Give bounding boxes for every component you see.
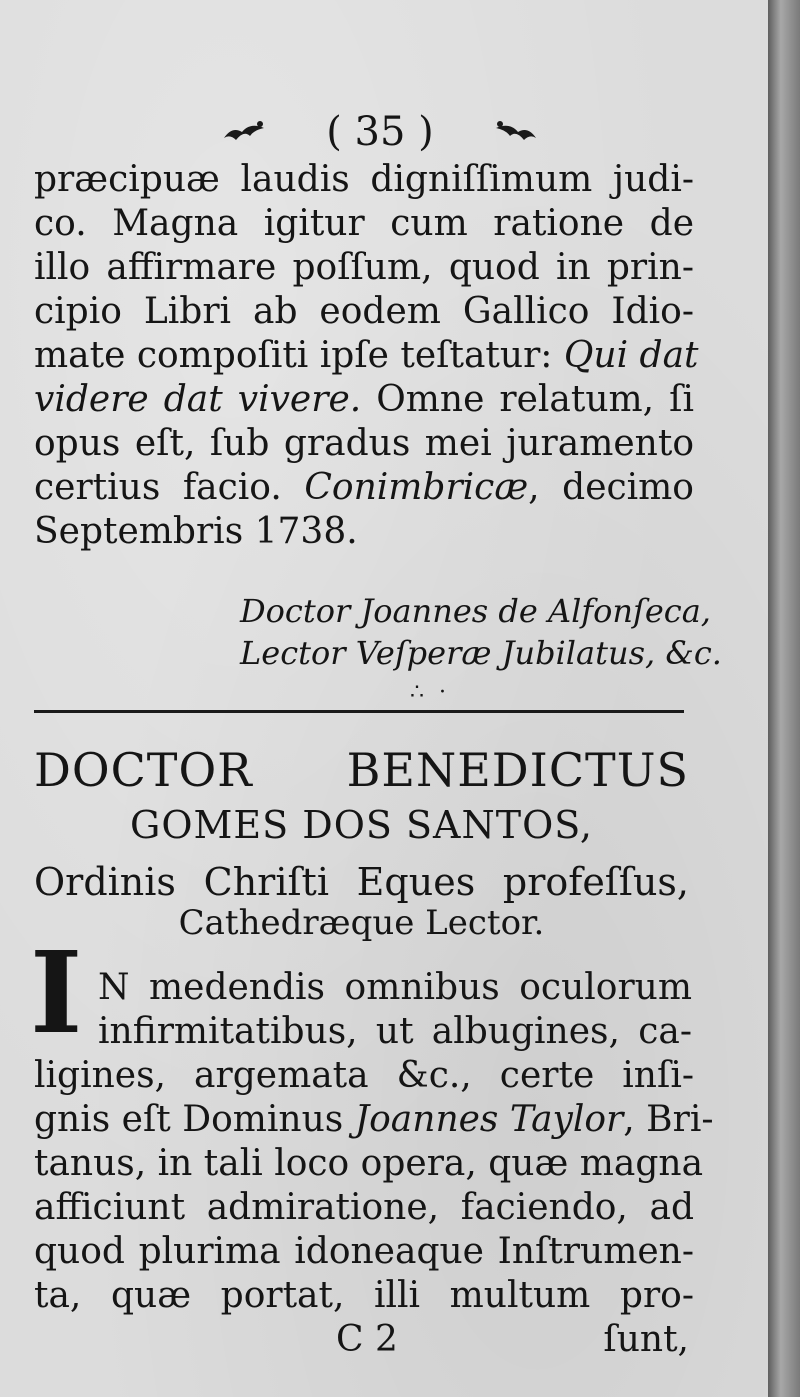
text-line: co. Magna igitur cum ratione de	[34, 203, 694, 244]
body-paragraph-indented	[98, 966, 692, 1054]
author-role: Ordinis Chriſti Eques profeſſus,	[34, 860, 689, 904]
text-segment: , decimo	[528, 467, 694, 508]
signature-mark: C 2	[336, 1319, 398, 1360]
text-line: quod plurima idoneaque Inſtrumen-	[34, 1231, 694, 1272]
italic-quote: Qui dat	[563, 335, 699, 376]
text-line: tanus, in tali loco opera, quæ magna	[34, 1143, 704, 1184]
text-line	[34, 378, 694, 422]
drop-cap: I	[30, 928, 83, 1059]
page-edge-shadow	[768, 0, 800, 1397]
italic-quote: videre dat vivere.	[34, 379, 362, 420]
text-line: præcipuæ laudis digniſſimum judi-	[34, 159, 694, 200]
page-footer	[34, 1316, 689, 1364]
signature-name: Doctor Joannes de Alfonſeca,	[240, 592, 711, 630]
text-segment: , Bri-	[623, 1099, 714, 1140]
right-ornament-icon	[492, 118, 540, 146]
text-line: Septembris 1738.	[34, 511, 358, 552]
page-header	[200, 104, 560, 160]
place-name: Conimbricæ	[304, 467, 529, 508]
text-line: infirmitatibus, ut albugines, ca-	[98, 1011, 692, 1052]
signature-block	[240, 590, 722, 674]
left-ornament-icon	[220, 118, 268, 146]
text-segment: mate compoſiti ipſe teſtatur:	[34, 335, 553, 376]
signature-title: Lector Veſperæ Jubilatus, &c.	[240, 634, 722, 672]
section-divider	[34, 710, 684, 713]
text-line: afficiunt admiratione, faciendo, ad	[34, 1187, 694, 1228]
text-segment: Omne relatum, ſi	[376, 379, 694, 420]
text-line	[34, 334, 699, 378]
text-segment: certius facio.	[34, 467, 282, 508]
text-line: cipio Libri ab eodem Gallico Idio-	[34, 291, 694, 332]
section-subtitle: GOMES DOS SANTOS,	[130, 803, 593, 847]
attestation-paragraph	[34, 158, 699, 554]
text-line	[34, 466, 694, 510]
person-name: Joannes Taylor	[354, 1099, 624, 1140]
ornament-dots: ∴ ·	[410, 680, 450, 705]
section-title: DOCTOR BENEDICTUS	[34, 743, 689, 797]
text-line: ta, quæ portat, illi multum pro-	[34, 1275, 694, 1316]
body-paragraph	[34, 1054, 714, 1318]
page-number: ( 35 )	[326, 109, 434, 155]
catchword: ſunt,	[603, 1319, 689, 1360]
text-line: illo affirmare poſſum, quod in prin-	[34, 247, 694, 288]
text-line: N medendis omnibus oculorum	[98, 967, 692, 1008]
text-line: opus eſt, ſub gradus mei juramento	[34, 423, 694, 464]
author-role-2: Cathedræque Lector.	[178, 903, 545, 943]
text-line: ligines, argemata &c., certe inſi-	[34, 1055, 694, 1096]
text-line	[34, 1098, 714, 1142]
text-segment: gnis eſt Dominus	[34, 1099, 344, 1140]
